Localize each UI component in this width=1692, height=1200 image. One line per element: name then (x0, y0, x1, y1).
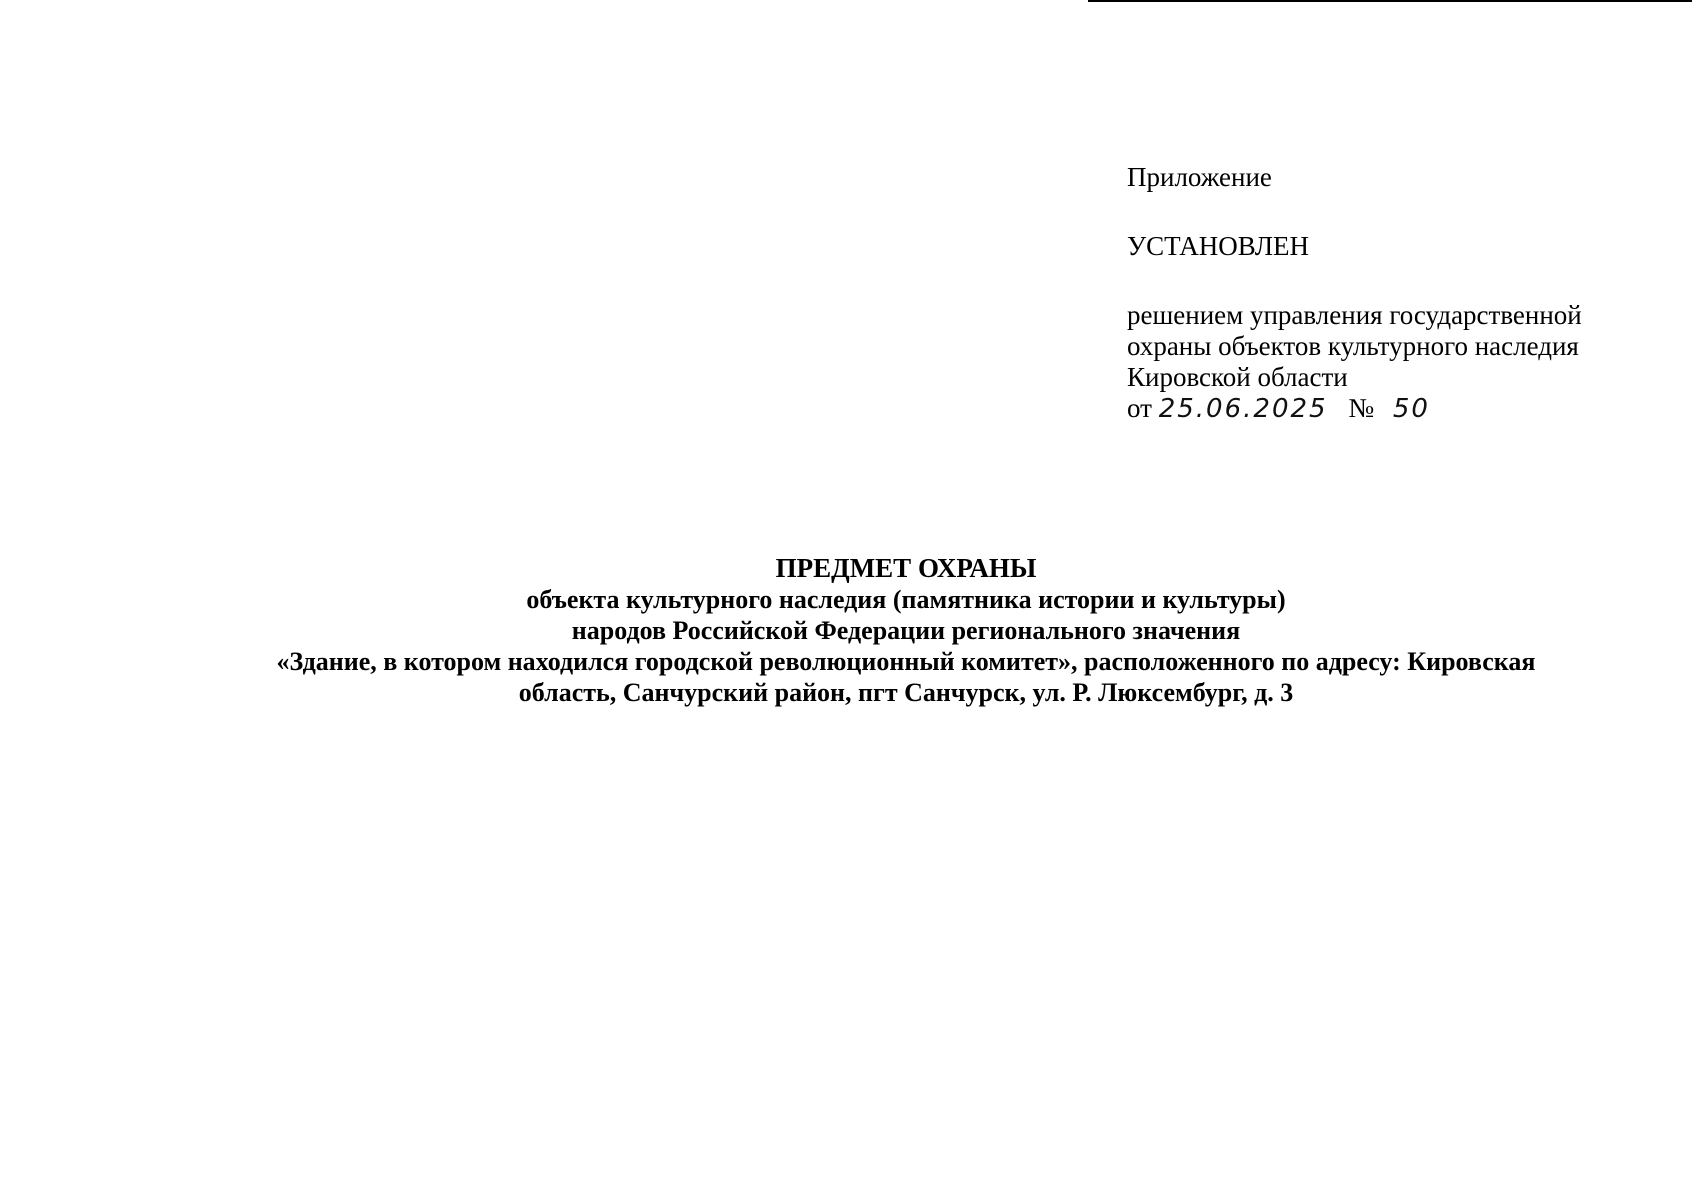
title-line-4: область, Санчурский район, пгт Санчурск, ул. Р. Люксембург, д. 3 (518, 678, 1294, 707)
decision-line-2: охраны объектов культурного наследия (1127, 331, 1579, 361)
decision-line-3: Кировской области (1127, 362, 1348, 392)
title-line-1: объекта культурного наследия (памятника истории и культуры) (526, 585, 1286, 614)
handwritten-number: 50 (1392, 394, 1430, 424)
decision-date-line (1127, 393, 1667, 425)
established-label: УСТАНОВЛЕН (1127, 231, 1310, 261)
appendix-label: Приложение (1127, 162, 1272, 192)
decision-line-1: решением управления государственной (1127, 300, 1582, 330)
scan-edge-line (1088, 0, 1692, 2)
approval-block (1127, 162, 1667, 425)
title-line-2: народов Российской Федерации регионального значения (571, 616, 1241, 645)
title-main: ПРЕДМЕТ ОХРАНЫ (775, 553, 1037, 583)
document-title (200, 553, 1612, 708)
number-sign: № (1348, 393, 1375, 423)
handwritten-date: 25.06.2025 (1158, 394, 1328, 424)
title-line-3: «Здание, в котором находился городской революционный комитет», расположенного по адресу: Кировская (276, 647, 1536, 676)
date-prefix: от (1127, 393, 1152, 423)
